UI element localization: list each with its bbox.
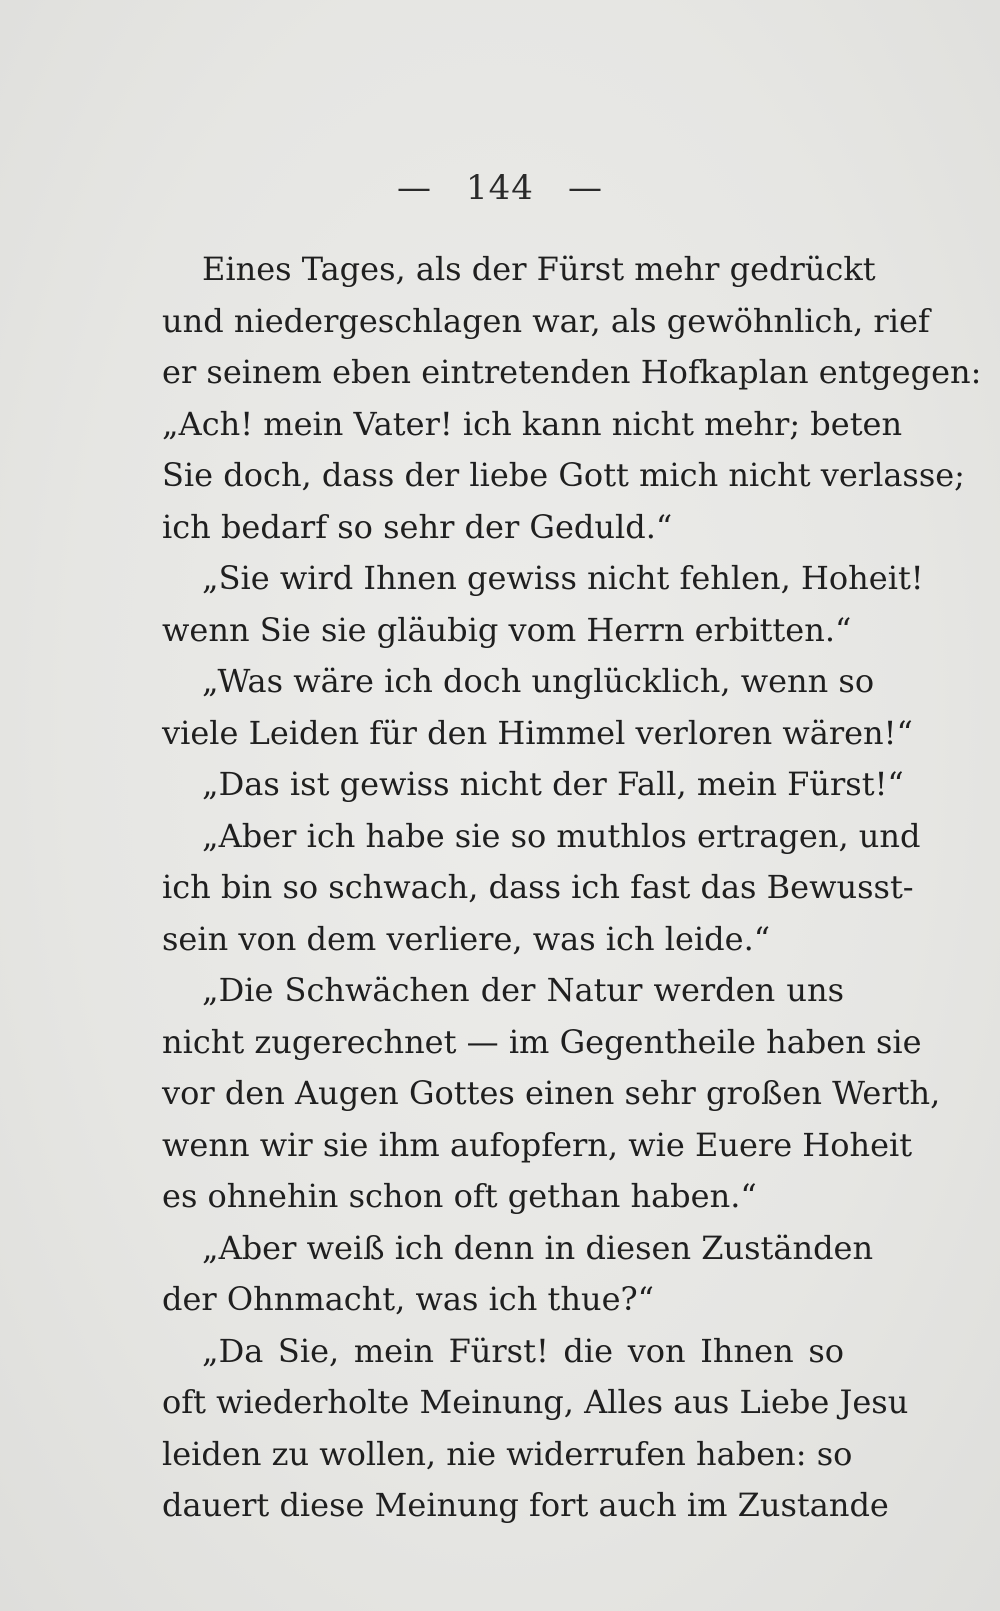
text-line: er seinem eben eintretenden Hofkaplan entgegen: [162,353,982,391]
text-line: der Ohnmacht, was ich thue?“ [162,1280,655,1318]
text-line: leiden zu wollen, nie widerrufen haben: so [162,1434,853,1473]
text-line: wenn wir sie ihm aufopfern, wie Euere Hoheit [162,1125,913,1164]
text-line: ich bedarf so sehr der Geduld.“ [162,507,673,546]
text-line: wenn Sie sie gläubig vom Herrn erbitten.“ [162,610,852,649]
text-line: „Was wäre ich doch unglücklich, wenn so [202,662,875,700]
text-line: „Ach! mein Vater! ich kann nicht mehr; beten [162,404,903,443]
text-line: Eines Tages, als der Fürst mehr gedrückt [202,250,876,288]
text-line: es ohnehin schon oft gethan haben.“ [162,1177,757,1215]
header-dash-left: — [397,168,433,208]
text-line: dauert diese Meinung fort auch im Zustande [162,1486,889,1524]
page-number: 144 [466,168,534,208]
text-line: viele Leiden für den Himmel verloren wären!“ [162,713,913,752]
text-line: „Aber weiß ich denn in diesen Zuständen [202,1228,874,1267]
text-line: vor den Augen Gottes einen sehr großen Werth, [162,1074,941,1112]
text-line: Sie doch, dass der liebe Gott mich nicht verlasse; [162,456,965,494]
text-line: „Das ist gewiss nicht der Fall, mein Fürst!“ [202,765,904,803]
text-line: nicht zugerechnet — im Gegentheile haben sie [162,1022,922,1061]
text-line: „Aber ich habe sie so muthlos ertragen, und [202,816,921,855]
text-line: oft wiederholte Meinung, Alles aus Liebe Jesu [162,1383,909,1421]
text-line: ich bin so schwach, dass ich fast das Bewusst- [162,868,914,906]
text-line: „Sie wird Ihnen gewiss nicht fehlen, Hoheit! [202,559,924,597]
text-line: und niedergeschlagen war, als gewöhnlich, rief [162,301,930,340]
body-text [162,244,982,1532]
text-line: sein von dem verliere, was ich leide.“ [162,919,771,958]
text-line: „Da Sie, mein Fürst! die von Ihnen so [202,1331,844,1370]
text-line: „Die Schwächen der Natur werden uns [202,971,844,1009]
page-header [0,168,1000,208]
header-dash-right: — [567,168,603,208]
